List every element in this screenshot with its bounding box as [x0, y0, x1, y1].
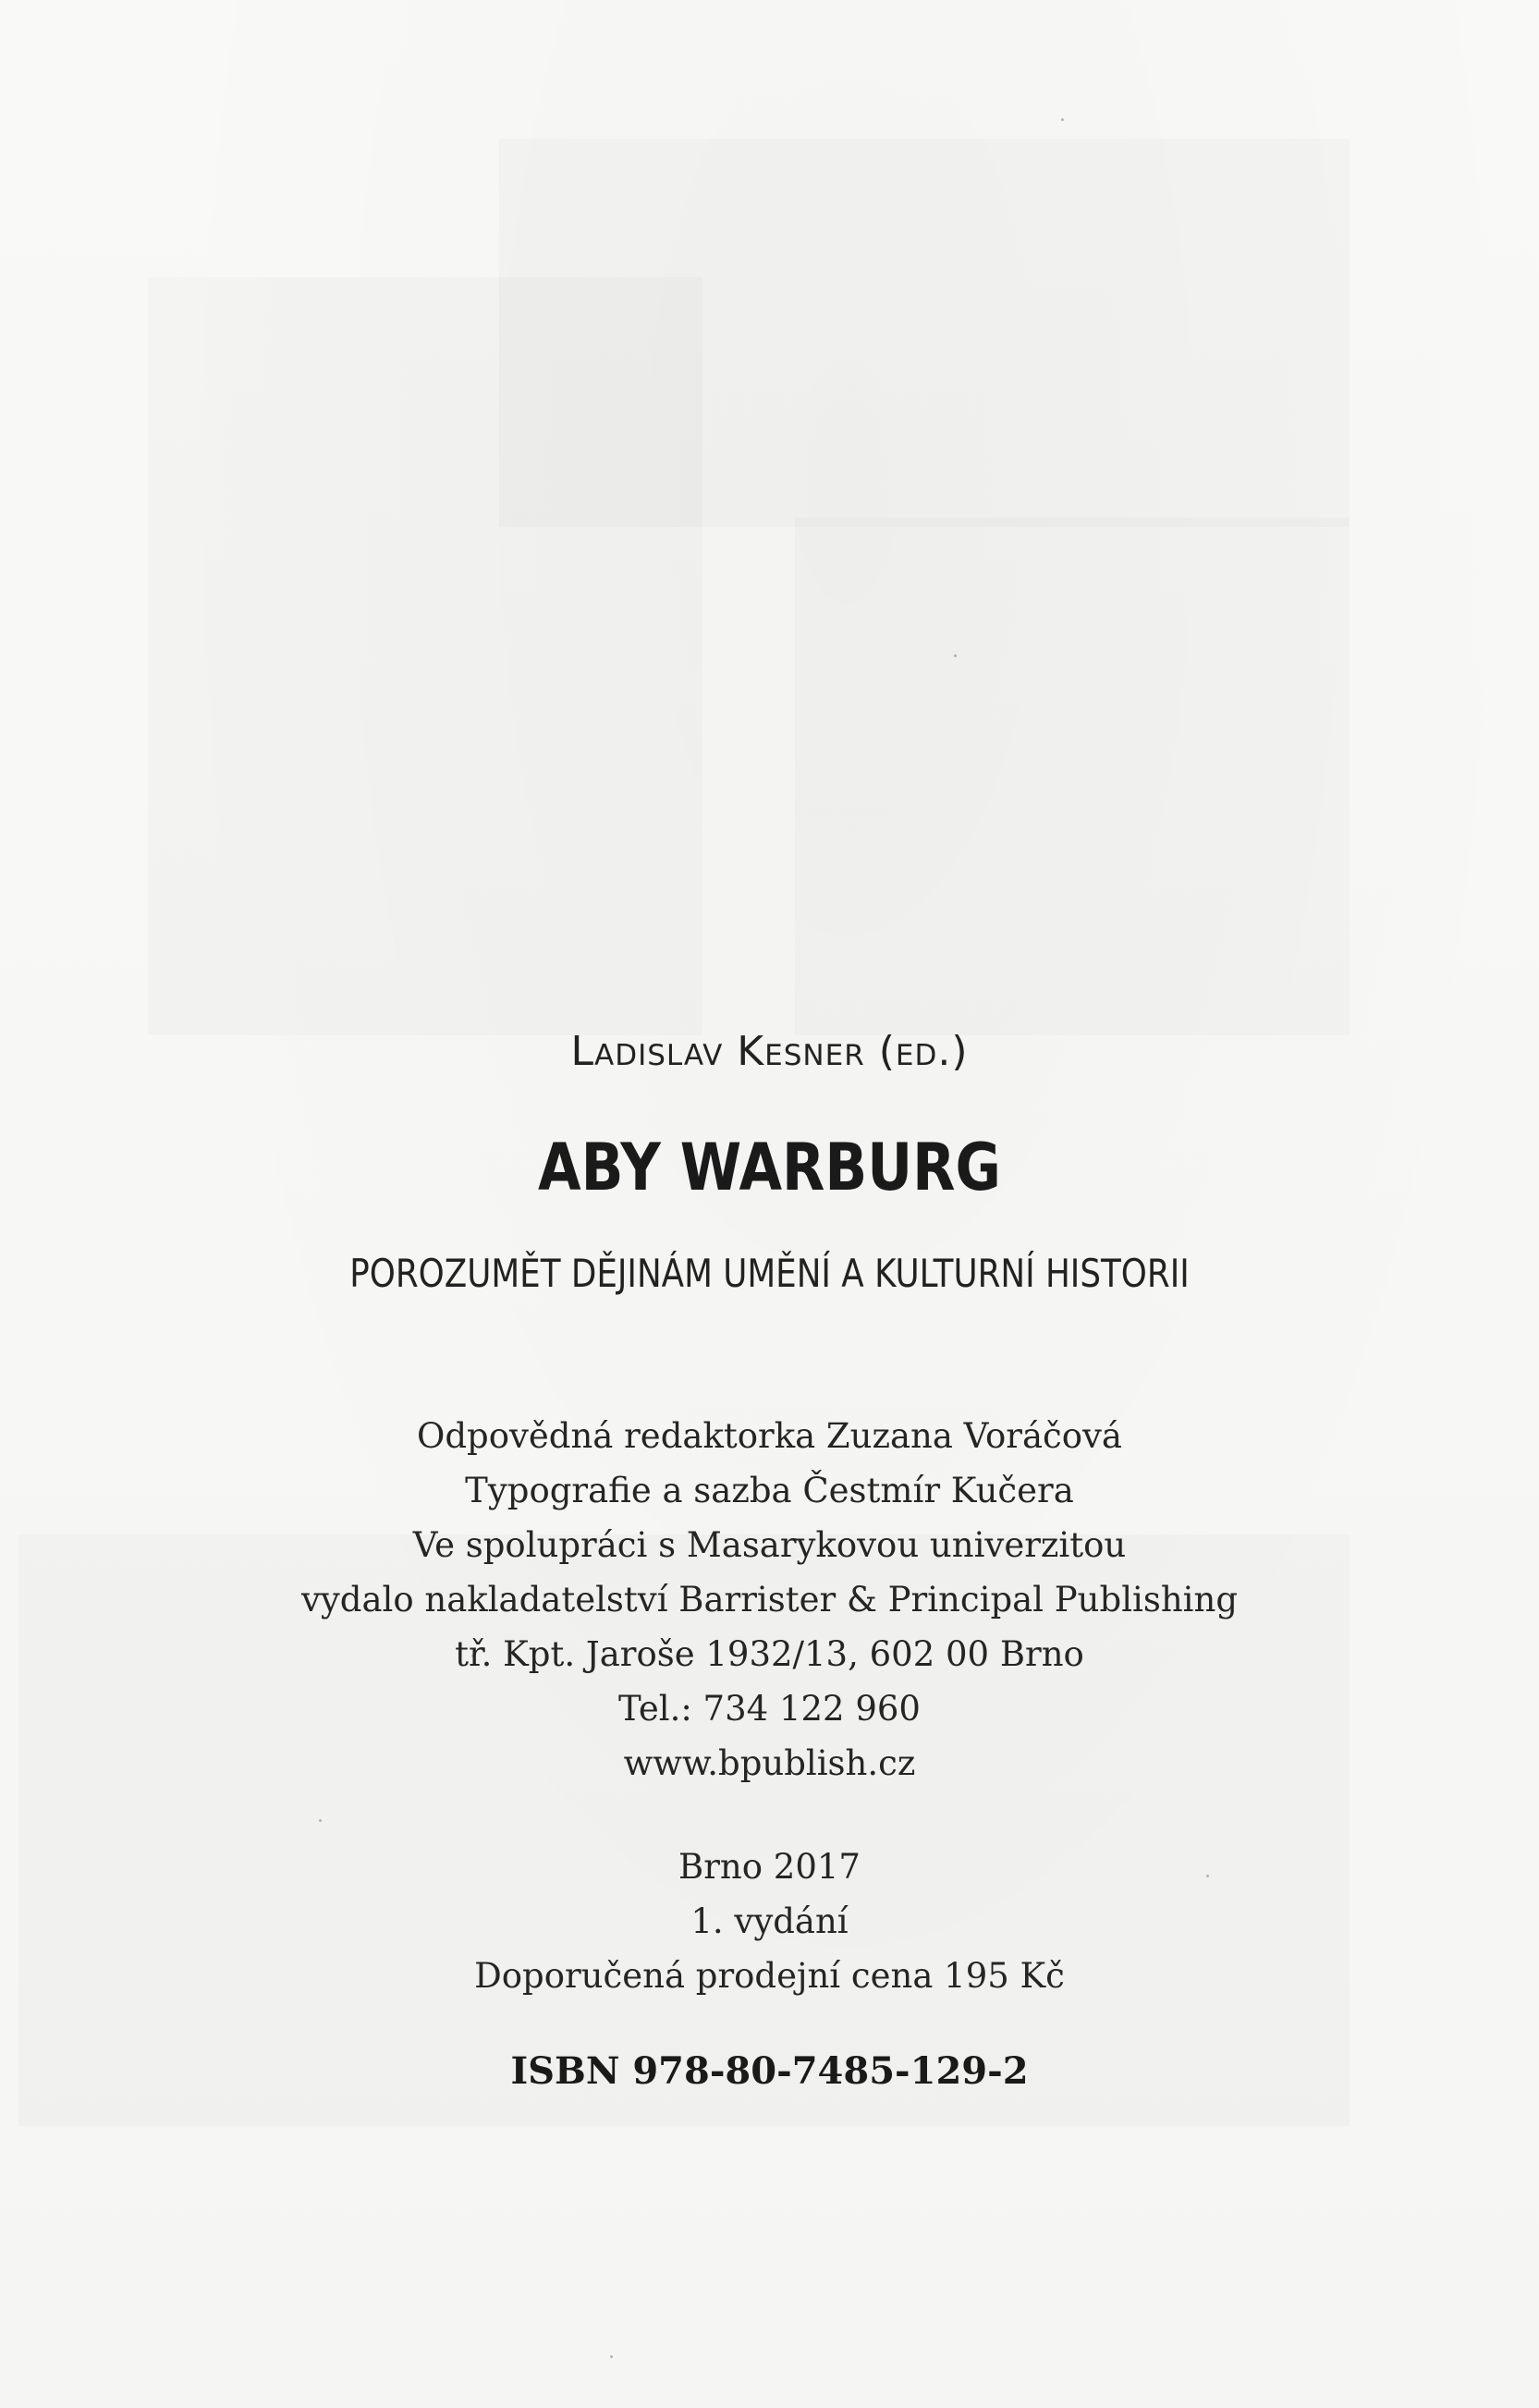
author-line: Ladislav Kesner (ed.) — [570, 1028, 969, 1075]
imprint-line-website: www.bpublish.cz — [623, 1743, 916, 1783]
imprint-line-address: tř. Kpt. Jaroše 1932/13, 602 00 Brno — [455, 1634, 1084, 1674]
imprint-line-phone: Tel.: 734 122 960 — [618, 1689, 921, 1729]
book-title: ABY WARBURG — [538, 1130, 1001, 1205]
edition-place-year: Brno 2017 — [678, 1847, 861, 1887]
book-subtitle: POROZUMĚT DĚJINÁM UMĚNÍ A KULTURNÍ HISTORII — [349, 1251, 1190, 1296]
paper-speck — [319, 1819, 322, 1822]
bleed-through-block — [148, 277, 702, 1035]
paper-speck — [610, 2355, 613, 2358]
bleed-through-block — [795, 518, 1350, 1035]
imprint-line-publisher: vydalo nakladatelství Barrister & Principal Publishing — [300, 1580, 1239, 1620]
imprint-line-typography: Typografie a sazba Čestmír Kučera — [465, 1471, 1074, 1510]
imprint-line-cooperation: Ve spolupráci s Masarykovou univerzitou — [412, 1525, 1127, 1565]
paper-speck — [954, 654, 957, 657]
edition-block — [0, 1840, 1539, 2003]
paper-speck — [1061, 118, 1064, 121]
isbn-line: ISBN 978-80-7485-129-2 — [510, 2049, 1029, 2093]
edition-price: Doporučená prodejní cena 195 Kč — [474, 1956, 1065, 1996]
imprint-block — [0, 1409, 1539, 1791]
edition-number: 1. vydání — [690, 1901, 849, 1941]
imprint-line-editor: Odpovědná redaktorka Zuzana Voráčová — [417, 1416, 1122, 1456]
